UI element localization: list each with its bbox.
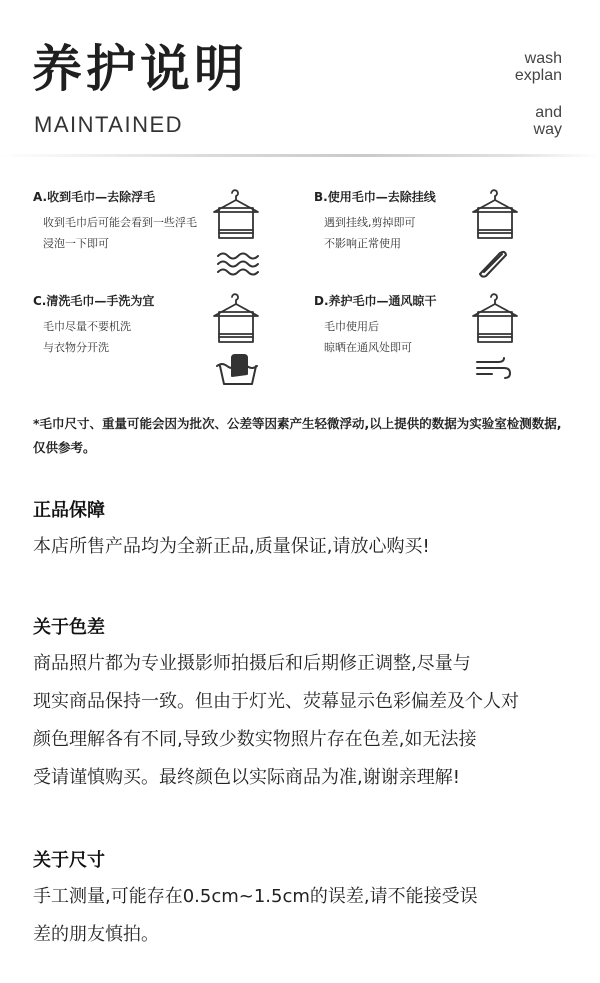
care-item-text: 毛巾尽量不要机洗	[43, 320, 131, 333]
section-body-color	[33, 645, 588, 797]
section-heading-size: 关于尺寸	[33, 850, 105, 871]
side-caption-line: wash	[524, 50, 562, 67]
care-item-text: 毛巾使用后	[324, 320, 379, 333]
section-heading-authentic: 正品保障	[33, 500, 105, 521]
section-body-size	[33, 878, 588, 954]
towel-hanger-icon	[464, 186, 524, 242]
page-subtitle: MAINTAINED	[34, 112, 184, 137]
section-line: 受请谨慎购买。最终颜色以实际商品为准,谢谢亲理解!	[33, 767, 460, 788]
header-divider	[0, 154, 600, 157]
towel-hanger-icon	[205, 186, 265, 242]
section-line: 本店所售产品均为全新正品,质量保证,请放心购买!	[33, 536, 430, 557]
scissors-icon	[474, 248, 510, 278]
towel-hanger-icon	[205, 290, 265, 346]
section-body-authentic	[33, 528, 588, 566]
care-item-text: 不影响正常使用	[324, 237, 401, 250]
section-line: 现实商品保持一致。但由于灯光、荧幕显示色彩偏差及个人对	[33, 691, 519, 712]
care-item-title: D.养护毛巾—通风晾干	[314, 294, 437, 308]
wind-icon	[474, 354, 514, 382]
care-item-text: 与衣物分开洗	[43, 341, 109, 354]
care-item-b	[314, 188, 584, 288]
section-line: 手工测量,可能存在0.5cm~1.5cm的误差,请不能接受误	[33, 886, 478, 907]
page-title: 养护说明	[32, 40, 248, 98]
care-item-text: 收到毛巾后可能会看到一些浮毛	[43, 216, 197, 229]
care-item-text: 浸泡一下即可	[43, 237, 109, 250]
hand-wash-icon	[214, 350, 262, 388]
side-caption-line: way	[533, 121, 562, 138]
care-item-text: 晾晒在通风处即可	[324, 341, 412, 354]
side-caption	[515, 50, 562, 138]
section-heading-color: 关于色差	[33, 617, 105, 638]
waves-icon	[215, 250, 261, 278]
care-item-title: B.使用毛巾—去除挂线	[314, 190, 436, 204]
care-item-text: 遇到挂线,剪掉即可	[324, 216, 416, 229]
care-item-title: C.清洗毛巾—手洗为宜	[33, 294, 155, 308]
side-caption-line: explan	[514, 67, 562, 84]
section-line: 商品照片都为专业摄影师拍摄后和后期修正调整,尽量与	[33, 653, 471, 674]
side-caption-line: and	[535, 104, 562, 121]
section-line: 颜色理解各有不同,导致少数实物照片存在色差,如无法接	[33, 729, 477, 750]
towel-hanger-icon	[464, 290, 524, 346]
section-line: 差的朋友慎拍。	[33, 924, 159, 945]
care-item-title: A.收到毛巾—去除浮毛	[33, 190, 156, 204]
disclaimer-note: *毛巾尺寸、重量可能会因为批次、公差等因素产生轻微浮动,以上提供的数据为实验室检测数据,仅供参考。	[33, 416, 562, 455]
care-item-d	[314, 292, 584, 392]
